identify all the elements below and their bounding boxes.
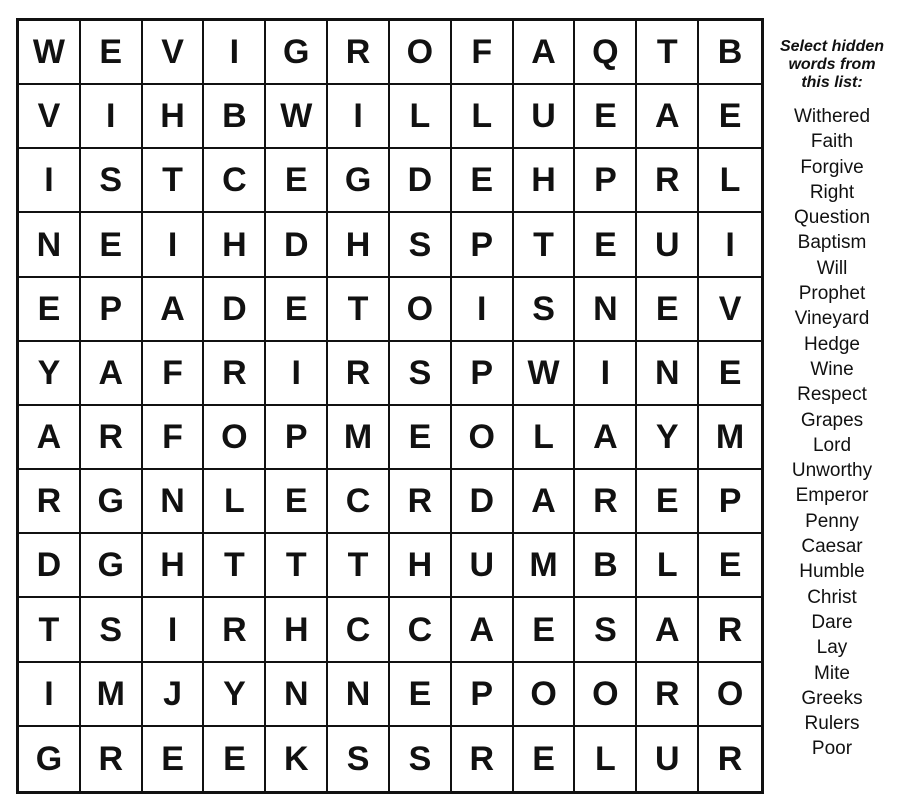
grid-cell[interactable]: L (575, 727, 637, 791)
grid-cell[interactable]: E (204, 727, 266, 791)
grid-cell[interactable]: I (328, 85, 390, 149)
word-item[interactable]: Dare (811, 611, 853, 633)
grid-cell[interactable]: N (19, 213, 81, 277)
grid-cell[interactable]: S (514, 278, 576, 342)
grid-cell[interactable]: Y (637, 406, 699, 470)
grid-cell[interactable]: Y (19, 342, 81, 406)
grid-cell[interactable]: T (328, 534, 390, 598)
word-item[interactable]: Baptism (797, 232, 867, 254)
grid-cell[interactable]: U (637, 213, 699, 277)
grid-cell[interactable]: C (204, 149, 266, 213)
word-item[interactable]: Prophet (798, 283, 866, 305)
grid-cell[interactable]: R (575, 470, 637, 534)
grid-cell[interactable]: E (266, 278, 328, 342)
word-item[interactable]: Right (809, 181, 855, 203)
grid-cell[interactable]: L (452, 85, 514, 149)
grid-cell[interactable]: E (143, 727, 205, 791)
grid-cell[interactable]: P (699, 470, 761, 534)
grid-cell[interactable]: D (204, 278, 266, 342)
grid-cell[interactable]: L (514, 406, 576, 470)
grid-cell[interactable]: E (575, 213, 637, 277)
grid-cell[interactable]: R (328, 342, 390, 406)
word-item[interactable]: Rulers (804, 713, 860, 735)
grid-cell[interactable]: T (637, 21, 699, 85)
instructions-line: words from (788, 56, 876, 73)
grid-cell[interactable]: N (266, 663, 328, 727)
grid-cell[interactable]: Q (575, 21, 637, 85)
word-item[interactable]: Unworthy (791, 460, 873, 482)
grid-cell[interactable]: C (328, 598, 390, 662)
grid-cell[interactable]: N (143, 470, 205, 534)
grid-cell[interactable]: F (143, 406, 205, 470)
grid-cell[interactable]: E (390, 406, 452, 470)
grid-cell[interactable]: R (19, 470, 81, 534)
grid-cell[interactable]: E (575, 85, 637, 149)
grid-cell[interactable]: T (266, 534, 328, 598)
grid-cell[interactable]: G (328, 149, 390, 213)
grid-cell[interactable]: W (19, 21, 81, 85)
grid-cell[interactable]: G (19, 727, 81, 791)
grid-cell[interactable]: M (328, 406, 390, 470)
grid-cell[interactable]: R (81, 727, 143, 791)
grid-cell[interactable]: I (19, 149, 81, 213)
grid-cell[interactable]: O (452, 406, 514, 470)
grid-cell[interactable]: I (143, 598, 205, 662)
word-item[interactable]: Greeks (801, 687, 863, 709)
grid-cell[interactable]: G (81, 470, 143, 534)
grid-cell[interactable]: S (575, 598, 637, 662)
grid-cell[interactable]: P (81, 278, 143, 342)
word-item[interactable]: Will (816, 257, 848, 279)
grid-cell[interactable]: R (717, 739, 743, 778)
word-item[interactable]: Caesar (801, 536, 863, 558)
grid-cell[interactable]: O (204, 406, 266, 470)
grid-cell[interactable]: N (637, 342, 699, 406)
grid-cell[interactable]: U (514, 85, 576, 149)
grid-cell[interactable]: A (143, 278, 205, 342)
grid-cell[interactable]: C (328, 470, 390, 534)
grid-cell[interactable]: C (390, 598, 452, 662)
grid-cell[interactable]: R (81, 406, 143, 470)
grid-cell[interactable]: R (637, 149, 699, 213)
grid-cell[interactable]: D (390, 149, 452, 213)
grid-cell[interactable]: T (328, 278, 390, 342)
grid-cell[interactable]: B (699, 21, 761, 85)
grid-cell[interactable]: S (390, 213, 452, 277)
grid-cell[interactable]: E (266, 470, 328, 534)
grid-cell[interactable]: L (204, 470, 266, 534)
word-list (768, 104, 896, 762)
instructions-line: this list: (801, 74, 863, 91)
grid-cell[interactable]: I (143, 213, 205, 277)
grid-cell[interactable]: I (204, 21, 266, 85)
grid-cell[interactable]: R (390, 470, 452, 534)
grid-cell[interactable]: E (637, 278, 699, 342)
grid-cell[interactable]: I (699, 213, 761, 277)
grid-cell[interactable]: L (637, 534, 699, 598)
grid-cell[interactable]: V (19, 85, 81, 149)
grid-cell[interactable]: R (328, 21, 390, 85)
grid-cell[interactable]: V (699, 278, 761, 342)
grid-cell[interactable]: D (19, 534, 81, 598)
grid-cell[interactable]: T (143, 149, 205, 213)
grid-cell[interactable]: E (81, 21, 143, 85)
word-item[interactable]: Christ (807, 586, 857, 608)
grid-cell[interactable]: P (266, 406, 328, 470)
grid-cell[interactable]: B (204, 85, 266, 149)
grid-cell[interactable]: H (143, 534, 205, 598)
grid-cell[interactable]: H (204, 213, 266, 277)
grid-cell[interactable]: E (514, 727, 576, 791)
grid-cell[interactable]: J (143, 663, 205, 727)
grid-cell[interactable]: O (390, 21, 452, 85)
grid-cell[interactable]: K (266, 727, 328, 791)
grid-cell[interactable]: N (328, 663, 390, 727)
instructions-line: Select hidden (779, 38, 885, 55)
grid-cell[interactable]: D (452, 470, 514, 534)
grid-cell[interactable]: T (19, 598, 81, 662)
grid-cell[interactable]: E (81, 213, 143, 277)
word-item[interactable]: Question (793, 207, 871, 229)
grid-cell[interactable]: E (390, 663, 452, 727)
grid-cell[interactable]: A (514, 470, 576, 534)
grid-cell[interactable]: E (514, 598, 576, 662)
grid-cell[interactable]: H (266, 598, 328, 662)
grid-cell[interactable]: D (266, 213, 328, 277)
grid-cell[interactable]: R (204, 342, 266, 406)
word-item[interactable]: Hedge (804, 333, 860, 355)
grid-cell[interactable]: L (699, 149, 761, 213)
grid-cell[interactable]: A (81, 342, 143, 406)
grid-cell[interactable]: M (699, 406, 761, 470)
grid-cell[interactable]: I (81, 85, 143, 149)
grid-cell[interactable]: S (390, 727, 452, 791)
grid-cell[interactable]: A (575, 406, 637, 470)
grid-cell[interactable]: H (390, 534, 452, 598)
grid-cell[interactable]: V (143, 21, 205, 85)
word-item[interactable]: Penny (805, 510, 859, 532)
grid-cell[interactable]: Y (204, 663, 266, 727)
word-item[interactable]: Forgive (800, 156, 864, 178)
grid-cell[interactable]: M (81, 663, 143, 727)
word-list-panel (768, 38, 896, 762)
grid-cell[interactable]: E (637, 470, 699, 534)
grid-cell[interactable]: F (452, 21, 514, 85)
word-item[interactable]: Lord (812, 434, 852, 456)
word-item[interactable]: Mite (814, 662, 850, 684)
instructions (768, 38, 896, 92)
word-item[interactable]: Grapes (800, 409, 864, 431)
grid-cell[interactable]: I (575, 342, 637, 406)
grid-cell[interactable]: O (514, 663, 576, 727)
grid-cell[interactable]: I (19, 663, 81, 727)
grid-cell[interactable]: R (637, 663, 699, 727)
grid-cell[interactable]: H (143, 85, 205, 149)
grid-cell[interactable]: A (637, 598, 699, 662)
grid-cell[interactable]: T (514, 213, 576, 277)
grid-cell[interactable]: A (514, 21, 576, 85)
grid-cell[interactable]: R (204, 598, 266, 662)
grid-cell[interactable]: P (452, 342, 514, 406)
word-item[interactable]: Withered (793, 106, 871, 127)
grid-cell[interactable]: H (328, 213, 390, 277)
grid-cell[interactable]: O (575, 663, 637, 727)
grid-cell[interactable]: E (452, 149, 514, 213)
word-item[interactable]: Respect (797, 384, 867, 406)
grid-cell[interactable]: R (452, 727, 514, 791)
grid-cell[interactable]: S (390, 342, 452, 406)
word-item[interactable]: Emperor (795, 485, 869, 507)
grid-cell[interactable]: O (699, 663, 761, 727)
grid-cell[interactable]: G (266, 21, 328, 85)
grid-cell[interactable]: S (328, 727, 390, 791)
grid-cell[interactable]: N (575, 278, 637, 342)
word-item[interactable]: Wine (810, 358, 854, 380)
grid-cell[interactable]: W (514, 342, 576, 406)
grid-cell[interactable]: A (452, 598, 514, 662)
grid-cell[interactable]: P (452, 663, 514, 727)
grid-cell[interactable]: A (637, 85, 699, 149)
grid-cell[interactable]: E (266, 149, 328, 213)
grid-cell[interactable]: I (266, 342, 328, 406)
grid-cell[interactable]: E (19, 278, 81, 342)
grid-cell[interactable]: I (452, 278, 514, 342)
grid-cell[interactable]: B (575, 534, 637, 598)
grid-cell[interactable]: M (514, 534, 576, 598)
grid-cell[interactable]: A (19, 406, 81, 470)
grid-cell[interactable]: E (699, 85, 761, 149)
grid-cell[interactable]: H (514, 149, 576, 213)
grid-cell[interactable]: S (81, 598, 143, 662)
grid-cell[interactable]: E (699, 534, 761, 598)
grid-cell[interactable]: F (143, 342, 205, 406)
grid-cell[interactable]: U (452, 534, 514, 598)
word-search-grid (16, 18, 764, 794)
grid-cell[interactable]: P (452, 213, 514, 277)
grid-cell[interactable]: O (390, 278, 452, 342)
grid-cell[interactable]: S (81, 149, 143, 213)
grid-cell[interactable]: L (390, 85, 452, 149)
word-item[interactable]: Faith (810, 131, 854, 153)
word-item[interactable]: Poor (811, 738, 853, 760)
grid-cell[interactable]: T (204, 534, 266, 598)
word-item[interactable]: Vineyard (794, 308, 870, 330)
grid-cell[interactable]: G (81, 534, 143, 598)
word-item[interactable]: Humble (799, 561, 865, 583)
grid-cell[interactable]: R (699, 598, 761, 662)
grid-cell[interactable]: E (699, 342, 761, 406)
grid-cell[interactable]: P (575, 149, 637, 213)
grid-cell[interactable]: W (266, 85, 328, 149)
word-item[interactable]: Lay (816, 637, 848, 659)
grid-cell[interactable]: U (637, 727, 699, 791)
